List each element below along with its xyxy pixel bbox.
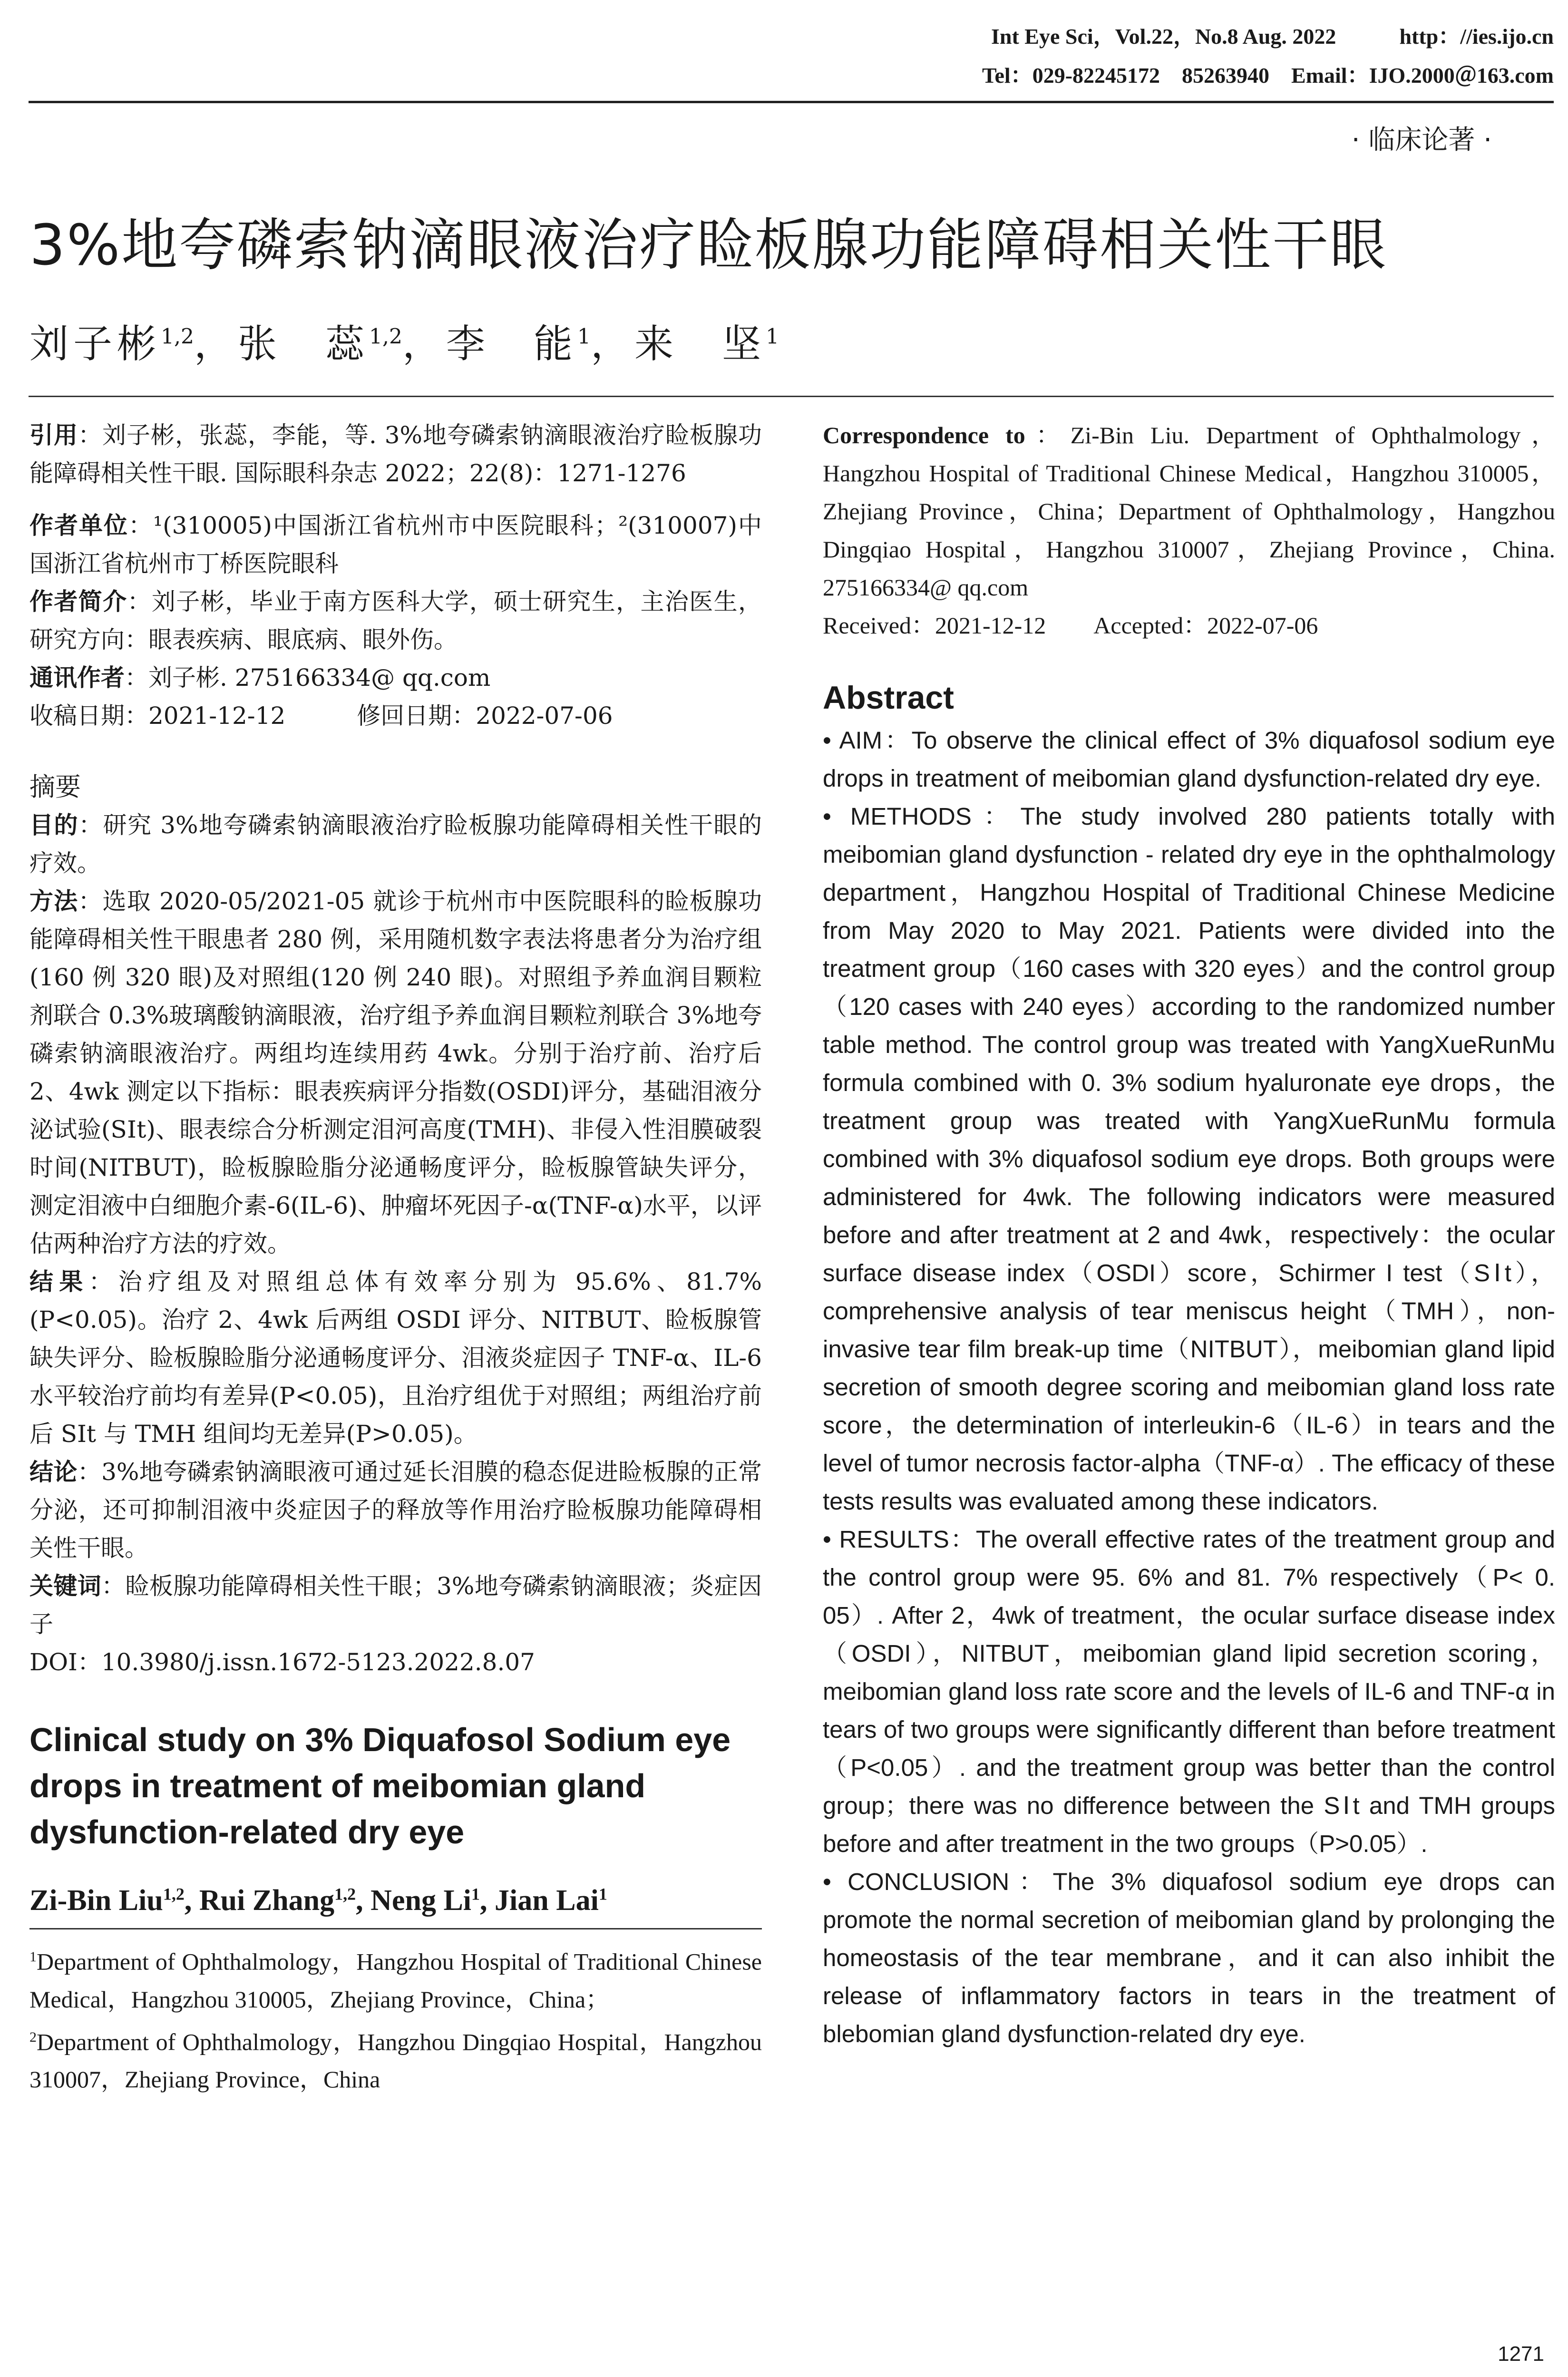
- author-name: 张 蕊: [238, 321, 370, 367]
- aff-text: Department of Ophthalmology，Hangzhou Dingqiao Hospital，Hangzhou 310007，Zhejiang Province，China: [29, 2028, 762, 2093]
- affiliation-label: 作者单位: [29, 512, 129, 539]
- author-name-en: Rui Zhang: [199, 1884, 335, 1917]
- bio-label: 作者简介: [29, 588, 127, 615]
- author-name-en: Neng Li: [370, 1884, 472, 1917]
- corr-label-en: Correspondence to: [823, 422, 1025, 448]
- conclusion-en: • CONCLUSION：The 3% diquafosol sodium eye drops can promote the normal secretion of meibomian gland by prolonging the homeostasis of the tear membrane，and it can also inhibit the release of inflammatory factors in tears in the treatment of blebomian gland dysfunction-related dry eye.: [823, 1868, 1555, 2047]
- journal-url[interactable]: http：//ies.ijo.cn: [1399, 24, 1554, 49]
- authors-cn: 刘子彬$^{1,2}$，张 蕊$^{1,2}$，李 能$^1$，来 坚$^1$: [29, 321, 779, 367]
- corresponding-author: [29, 659, 762, 697]
- methods-label: 方法: [29, 887, 78, 915]
- author-name: 来 坚: [634, 321, 766, 367]
- journal-citation: Int Eye Sci，Vol.22，No.8 Aug. 2022: [991, 24, 1336, 49]
- bio-text: ：刘子彬，毕业于南方医科大学，硕士研究生，主治医生，研究方向：眼表疾病、眼底病、眼外伤。: [29, 588, 762, 653]
- article-title: 3%地夸磷索钠滴眼液治疗睑板腺功能障碍相关性干眼: [29, 212, 1388, 278]
- abstract-heading-en: Abstract: [823, 680, 954, 716]
- aff-sup: 1: [29, 1949, 37, 1965]
- aim-label: 目的: [29, 811, 79, 839]
- author-name: 刘子彬: [29, 321, 161, 367]
- english-title: Clinical study on 3% Diquafosol Sodium eye drops in treatment of meibomian gland dysfunction-related dry eye: [29, 1721, 731, 1851]
- affiliation-en-1: [29, 1938, 762, 2098]
- author-sup-en: 1: [471, 1884, 480, 1904]
- doi[interactable]: DOI：10.3980/j.issn.1672-5123.2022.8.07: [29, 1648, 535, 1676]
- running-header-contact: [982, 58, 1554, 89]
- author-sup-en: 1,2: [163, 1884, 185, 1904]
- results-text: ：治疗组及对照组总体有效率分别为 95.6%、81.7%(P<0.05)。治疗 2、4wk 后两组 OSDI 评分、NITBUT、睑板腺管缺失评分、睑板腺睑脂分泌通畅度评分、泪液炎症因子 TNF-α、IL-6 水平较治疗前均有差异(P<0.05)，且治疗组优于对照组；两组治疗前后 SⅠt 与 TMH 组间均无差异(P>0.05)。: [29, 1268, 762, 1448]
- author-sup: 1: [577, 324, 591, 349]
- column-tag: · 临床论著 ·: [1351, 125, 1492, 156]
- results-cn: [29, 1263, 762, 1453]
- author-bio: [29, 583, 762, 659]
- running-header-journal: [991, 19, 1554, 50]
- aim-cn: [29, 806, 762, 882]
- journal-contact: Tel：029-82245172 85263940 Email：IJO.2000＠163.com: [982, 63, 1554, 88]
- affiliation-text: ：¹(310005)中国浙江省杭州市中医院眼科；²(310007)中国浙江省杭州市丁桥医院眼科: [29, 512, 762, 577]
- correspondence-en: [823, 416, 1555, 606]
- author-sup: 1: [766, 324, 779, 349]
- authors-en: Zi-Bin Liu$^{1,2}$, Rui Zhang$^{1,2}$, Neng Li$^1$, Jian Lai$^1$: [29, 1884, 607, 1917]
- affiliation-rule: [29, 1928, 762, 1929]
- aim-en: • AIM：To observe the clinical effect of 3% diquafosol sodium eye drops in treatment of meibomian gland dysfunction-related dry eye.: [823, 727, 1555, 792]
- aim-text: ：研究 3%地夸磷索钠滴眼液治疗睑板腺功能障碍相关性干眼的疗效。: [29, 811, 762, 877]
- received-accepted: Received：2021-12-12 Accepted：2022-07-06: [823, 612, 1318, 639]
- keywords-text: ：睑板腺功能障碍相关性干眼；3%地夸磷索钠滴眼液；炎症因子: [29, 1572, 762, 1638]
- dates: 收稿日期：2021-12-12 修回日期：2022-07-06: [29, 702, 613, 730]
- citation-text: ：刘子彬，张蕊，李能，等. 3%地夸磷索钠滴眼液治疗睑板腺功能障碍相关性干眼. 国际眼科杂志 2022；22(8)：1271-1276: [29, 421, 762, 487]
- author-name: 李 能: [446, 321, 578, 367]
- page-number: 1271: [1498, 2342, 1544, 2366]
- corr-text-en: ：Zi-Bin Liu. Department of Ophthalmology，Hangzhou Hospital of Traditional Chinese Medical，Hangzhou 310005，Zhejiang Province，China；Department of Ophthalmology，Hangzhou Dingqiao Hospital，Hangzhou 310007，Zhejiang Province，China. 275166334@ qq.com: [823, 422, 1555, 601]
- author-name-en: Zi-Bin Liu: [29, 1884, 163, 1917]
- authors-rule: [29, 396, 1554, 397]
- right-column: [823, 416, 1555, 2053]
- methods-text: ：选取 2020-05/2021-05 就诊于杭州市中医院眼科的睑板腺功能障碍相关性干眼患者 280 例，采用随机数字表法将患者分为治疗组(160 例 320 眼)及对照组(120 例 240 眼)。对照组予养血润目颗粒剂联合 0.3%玻璃酸钠滴眼液，治疗组予养血润目颗粒剂联合 3%地夸磷索钠滴眼液治疗。两组均连续用药 4wk。分别于治疗前、治疗后 2、4wk 测定以下指标：眼表疾病评分指数(OSDI)评分，基础泪液分泌试验(SⅠt)、眼表综合分析测定泪河高度(TMH)、非侵入性泪膜破裂时间(NITBUT)，睑板腺睑脂分泌通畅度评分，睑板腺管缺失评分，测定泪液中白细胞介素-6(IL-6)、肿瘤坏死因子-α(TNF-α)水平，以评估两种治疗方法的疗效。: [29, 887, 762, 1257]
- author-sup-en: 1: [598, 1884, 607, 1904]
- citation: [29, 416, 762, 492]
- methods-cn: [29, 882, 762, 1263]
- corr-text: ：刘子彬. 275166334@ qq.com: [125, 664, 491, 692]
- keywords-cn: [29, 1567, 762, 1643]
- keywords-label: 关键词: [29, 1572, 102, 1600]
- methods-en: • METHODS：The study involved 280 patients totally with meibomian gland dysfunction - related dry eye in the ophthalmology department，Hangzhou Hospital of Traditional Chinese Medicine from May 2020 to May 2021. Patients were divided into the treatment group（160 cases with 320 eyes）and the control group（120 cases with 240 eyes）according to the randomized number table method. The control group was treated with YangXueRunMu formula combined with 0. 3% sodium hyaluronate eye drops，the treatment group was treated with YangXueRunMu formula combined with 3% diquafosol sodium eye drops. Both groups were administered for 4wk. The following indicators were measured before and after treatment at 2 and 4wk，respectively：the ocular surface disease index（OSDI）score，Schirmer I test（SⅠt），comprehensive analysis of tear meniscus height（TMH），non-invasive tear film break-up time（NITBUT），meibomian gland lipid secretion of smooth degree scoring and meibomian gland loss rate score，the determination of interleukin-6（IL-6）in tears and the level of tumor necrosis factor-alpha（TNF-α）. The efficacy of these tests results was evaluated among these indicators.: [823, 803, 1555, 1515]
- conclusion-cn: [29, 1453, 762, 1567]
- left-column: [29, 416, 762, 2098]
- author-sup: 1,2: [369, 324, 403, 349]
- conclusion-text: ：3%地夸磷索钠滴眼液可通过延长泪膜的稳态促进睑板腺的正常分泌，还可抑制泪液中炎症因子的释放等作用治疗睑板腺功能障碍相关性干眼。: [29, 1458, 762, 1562]
- results-label: 结果: [29, 1268, 89, 1296]
- aff-sup: 2: [29, 2029, 37, 2045]
- citation-label: 引用: [29, 421, 78, 449]
- author-sup: 1,2: [161, 324, 194, 349]
- results-en: • RESULTS：The overall effective rates of the treatment group and the control group were 95. 6% and 81. 7% respectively（P< 0. 05）. After 2，4wk of treatment，the ocular surface disease index（OSDI），NITBUT，meibomian gland lipid secretion scoring，meibomian gland loss rate score and the levels of IL-6 and TNF-α in tears of two groups were significantly different than before treatment（P<0.05）. and the treatment group was better than the control group；there was no difference between the SⅠt and TMH groups before and after treatment in the two groups（P>0.05）.: [823, 1526, 1555, 1857]
- aff-text: Department of Ophthalmology，Hangzhou Hospital of Traditional Chinese Medical，Hangzhou 310005，Zhejiang Province，China；: [29, 1948, 762, 2013]
- header-rule: [29, 101, 1554, 103]
- author-affiliation: [29, 507, 762, 583]
- corr-label: 通讯作者: [29, 664, 125, 692]
- abstract-heading-cn: 摘要: [29, 772, 81, 802]
- conclusion-label: 结论: [29, 1458, 78, 1486]
- author-name-en: Jian Lai: [495, 1884, 599, 1917]
- author-sup-en: 1,2: [334, 1884, 356, 1904]
